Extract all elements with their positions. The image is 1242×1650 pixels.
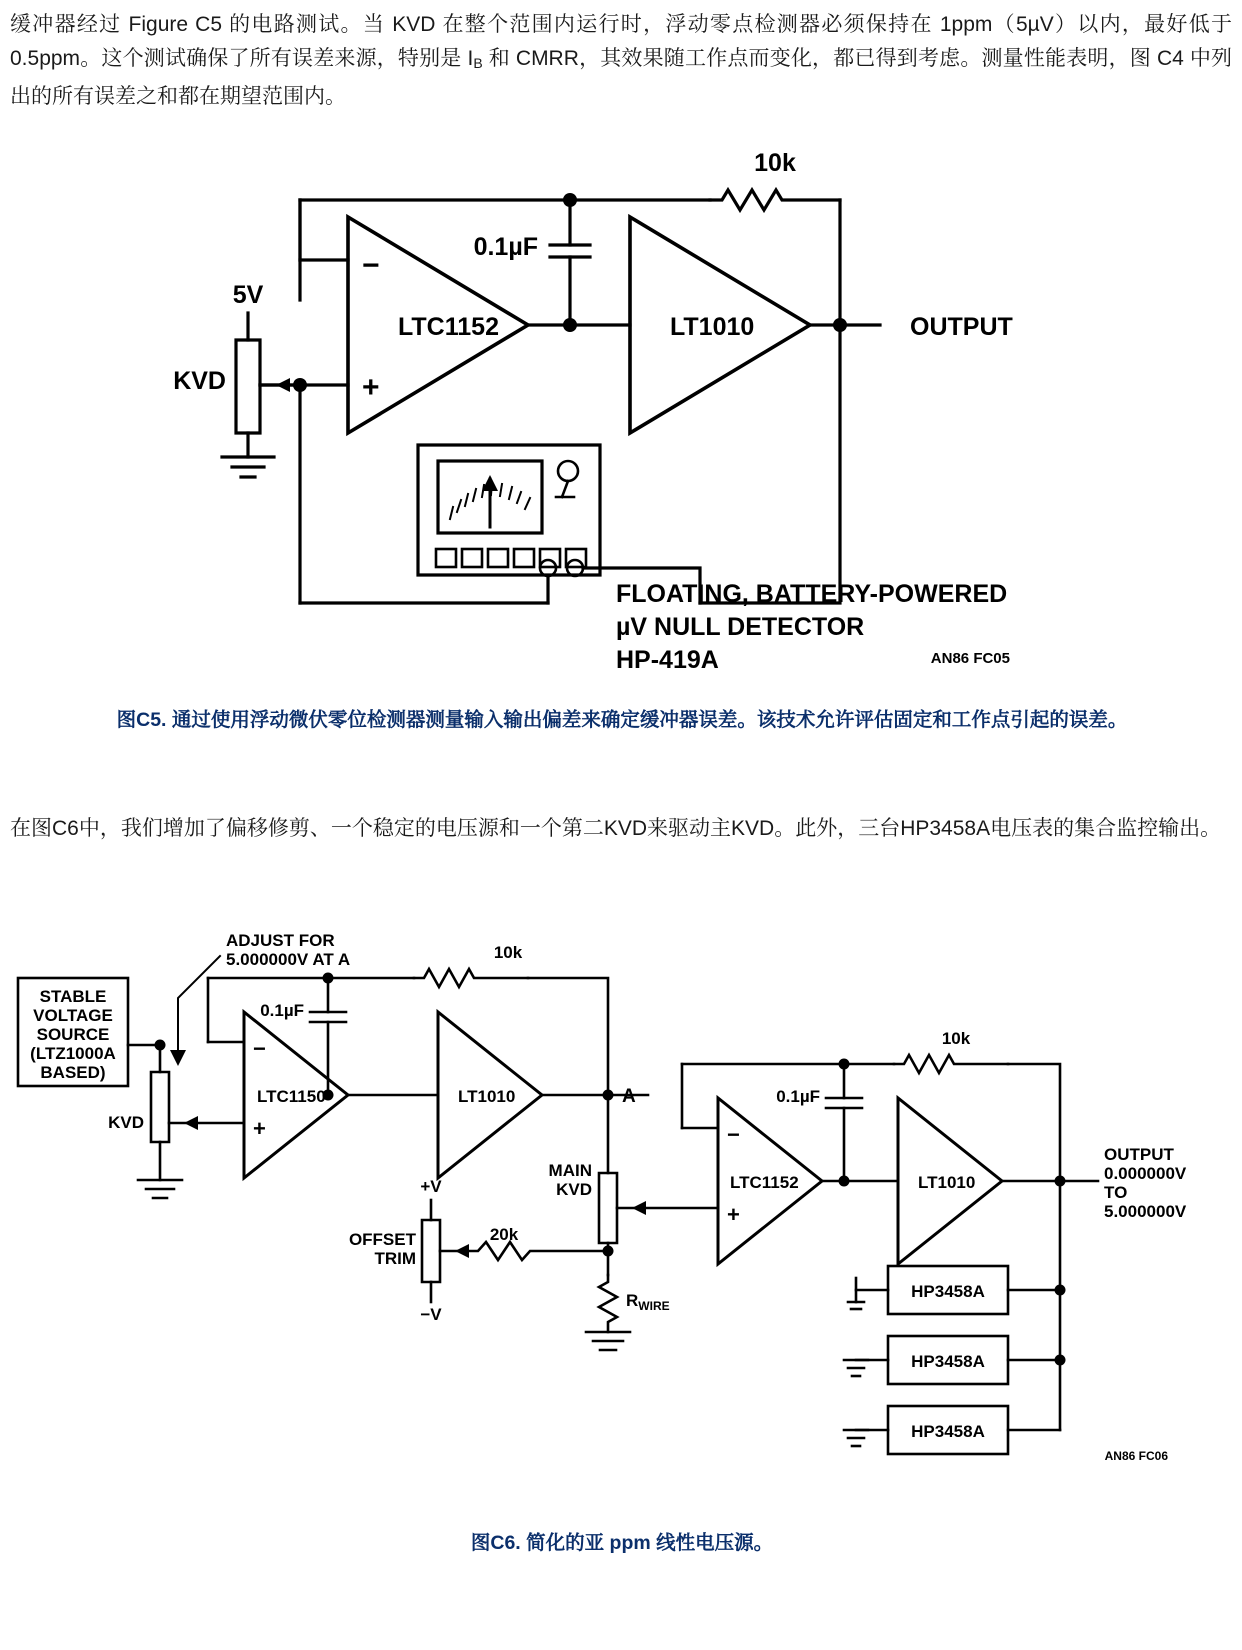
label-output-4: 5.000000V <box>1104 1202 1187 1221</box>
label-plus-right-c6: + <box>727 1202 740 1227</box>
label-adjust-2: 5.000000V AT A <box>226 950 351 969</box>
label-minus-left-c6: − <box>253 1036 266 1061</box>
label-r20k: 20k <box>489 1225 519 1244</box>
label-amp-ltc1150: LTC1150 <box>257 1087 326 1106</box>
detector-caption-1: FLOATING, BATTERY-POWERED <box>616 580 1008 608</box>
label-tag-c5: AN86 FC05 <box>930 650 1010 667</box>
paragraph-1-text-a: 缓冲器经过 Figure C5 的电路测试。当 KVD 在整个范围内运行时，浮动零点检测器必须保持在 1ppm（5µV）以内，最好低于 0.5ppm。这个测试确保了所有误差来源，特别是 I <box>10 13 1232 70</box>
label-kvd-c6: KVD <box>108 1113 144 1132</box>
label-node-a: A <box>622 1086 636 1107</box>
label-source-4: (LTZ1000A <box>30 1044 116 1063</box>
figure-c5-svg <box>150 135 1050 695</box>
label-meter-1: HP3458A <box>911 1282 985 1301</box>
label-output-1: OUTPUT <box>1104 1145 1174 1164</box>
label-minus-right-c6: − <box>727 1122 740 1147</box>
figure-c5 <box>150 135 1050 695</box>
paragraph-1-text-b: 和 CMRR，其效果随工作点而变化，都已得到考虑。测量性能表明，图 C4 中列出的所有误差之和都在期望范围内。 <box>10 47 1233 108</box>
label-amp1-c5: LTC1152 <box>398 313 499 341</box>
paragraph-2-text: 在图C6中，我们增加了偏移修剪、一个稳定的电压源和一个第二KVD来驱动主KVD。此外，三台HP3458A电压表的集合监控输出。 <box>10 817 1222 840</box>
label-meter-2: HP3458A <box>911 1352 985 1371</box>
label-offset-1: OFFSET <box>348 1230 416 1249</box>
paragraph-1-subscript: B <box>473 55 483 71</box>
label-source-5: BASED) <box>40 1063 106 1082</box>
label-adjust-1: ADJUST FOR <box>226 931 335 950</box>
figure-c6-svg <box>8 920 1188 1540</box>
label-amp2-c5: LT1010 <box>670 313 755 341</box>
label-cap-right-c6: 0.1µF <box>776 1087 820 1106</box>
figure-c6 <box>8 920 1188 1540</box>
paragraph-2 <box>10 812 1232 846</box>
label-plus-c5: + <box>362 371 380 404</box>
label-plus-v: +V <box>420 1177 442 1196</box>
label-output-3: TO <box>1104 1183 1128 1202</box>
label-minus-v: −V <box>420 1305 442 1324</box>
figure-c6-caption-text: 图C6. 简化的亚 ppm 线性电压源。 <box>470 1532 774 1554</box>
label-meter-3: HP3458A <box>911 1422 985 1441</box>
label-amp-ltc1152-c6: LTC1152 <box>730 1173 799 1192</box>
label-cap-c5: 0.1µF <box>473 233 538 261</box>
label-r10k-left-c6: 10k <box>493 943 523 962</box>
label-main-kvd-2: KVD <box>556 1180 592 1199</box>
label-plus-left-c6: + <box>253 1116 266 1141</box>
label-amp-lt1010-right: LT1010 <box>918 1173 976 1192</box>
figure-c5-caption <box>22 705 1222 735</box>
label-output-c5: OUTPUT <box>910 313 1013 341</box>
figure-c5-caption-text: 图C5. 通过使用浮动微伏零位检测器测量输入输出偏差来确定缓冲器误差。该技术允许评估固定和工作点引起的误差。 <box>116 709 1128 731</box>
detector-caption-3: HP-419A <box>616 646 719 674</box>
label-r10k-right-c6: 10k <box>941 1029 971 1048</box>
label-main-kvd-1: MAIN <box>548 1161 592 1180</box>
label-source-3: SOURCE <box>36 1025 110 1044</box>
label-tag-c6: AN86 FC06 <box>1104 1449 1168 1463</box>
label-5v-c5: 5V <box>232 281 264 309</box>
label-kvd-c5: KVD <box>173 367 226 395</box>
detector-caption-2: µV NULL DETECTOR <box>616 613 865 641</box>
label-output-2: 0.000000V <box>1104 1164 1187 1183</box>
figure-c6-caption <box>22 1528 1222 1558</box>
label-amp-lt1010-left: LT1010 <box>458 1087 516 1106</box>
label-minus-c5: − <box>362 249 380 282</box>
label-rwire: $R_{WIRE}$ <box>626 1291 670 1313</box>
label-offset-2: TRIM <box>374 1249 416 1268</box>
label-r10k-c5: 10k <box>754 149 796 177</box>
label-source-2: VOLTAGE <box>33 1006 113 1025</box>
label-source-1: STABLE <box>39 987 107 1006</box>
label-cap-left-c6: 0.1µF <box>260 1001 304 1020</box>
paragraph-1 <box>10 8 1232 114</box>
